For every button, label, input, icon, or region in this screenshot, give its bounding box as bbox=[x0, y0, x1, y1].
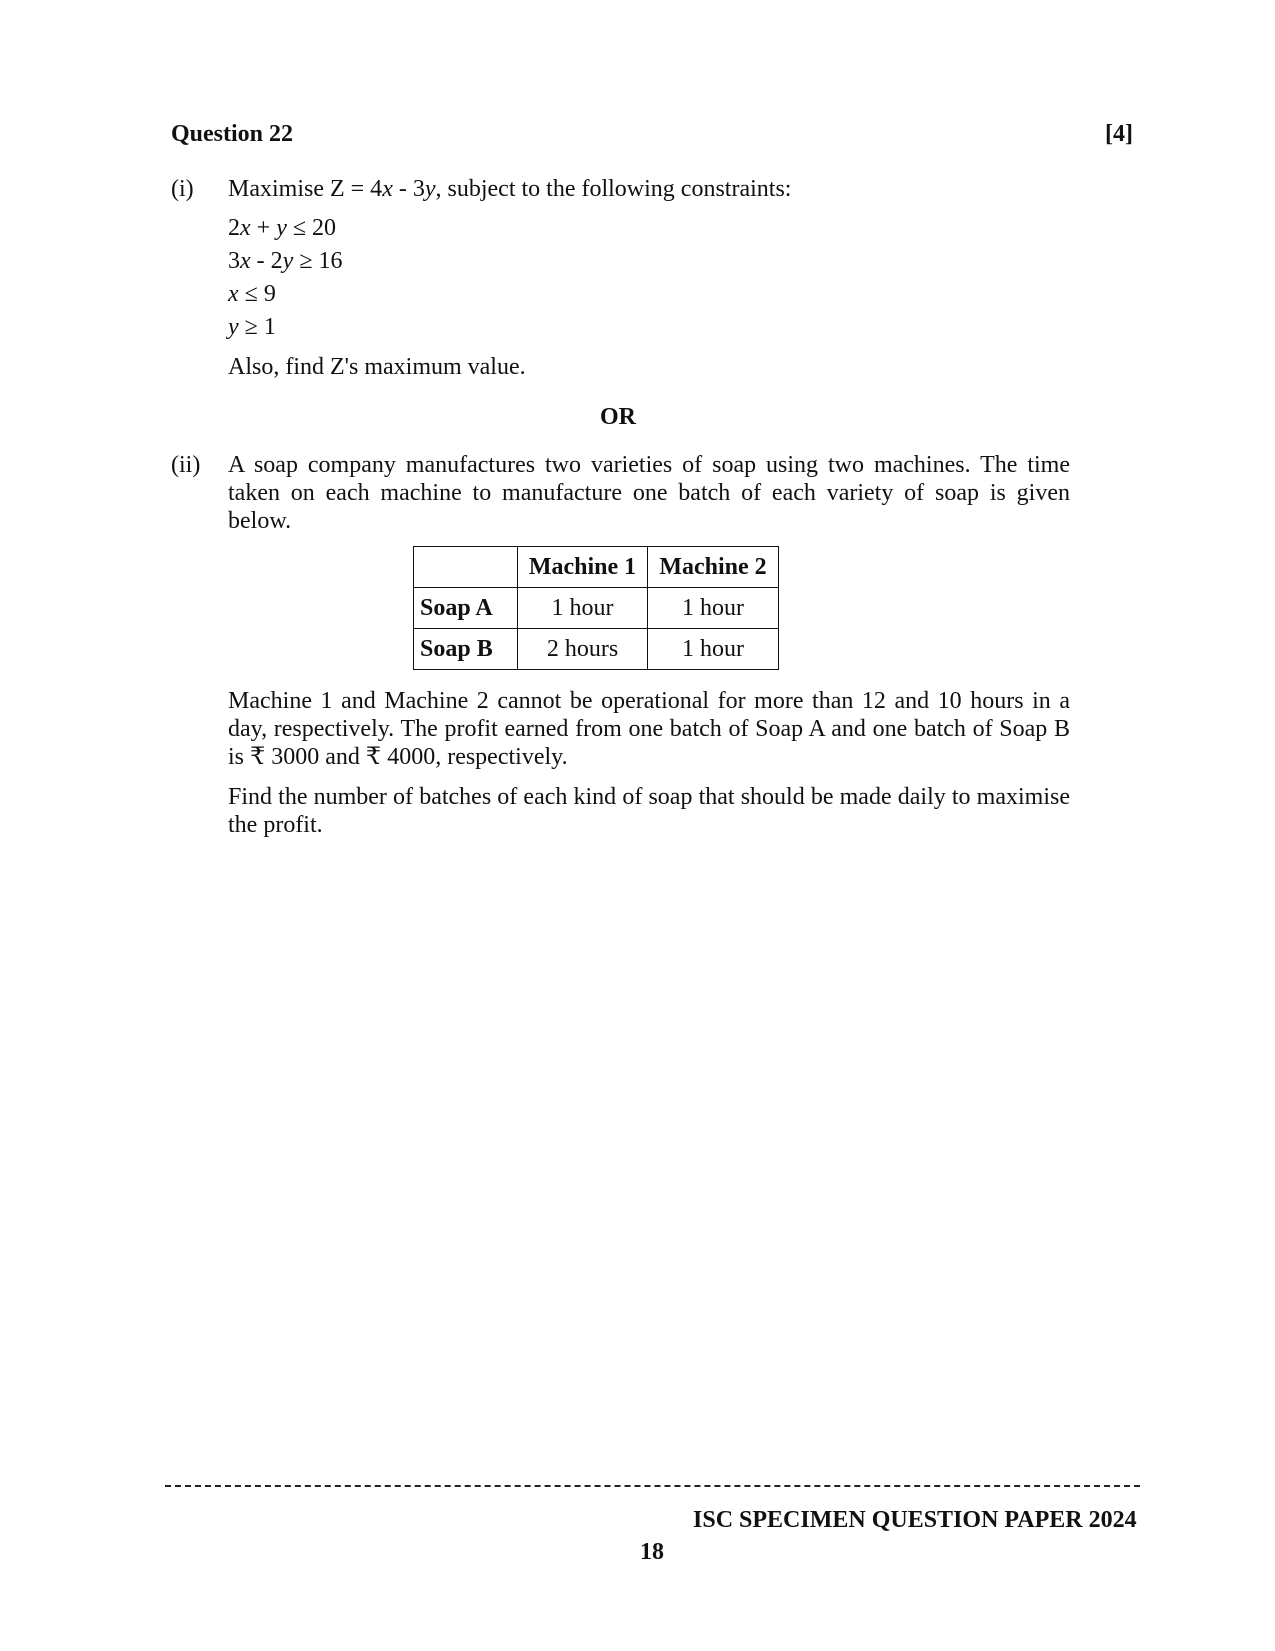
question-title: Question 22 bbox=[171, 121, 294, 147]
footer-dashed-rule bbox=[165, 1485, 1140, 1487]
constraint-2 bbox=[228, 245, 342, 278]
statement-text: , subject to the following constraints: bbox=[435, 176, 792, 202]
variable-x: x bbox=[382, 176, 393, 202]
table-row bbox=[414, 588, 779, 629]
constraint-4 bbox=[228, 311, 342, 344]
op: ≤ 9 bbox=[238, 281, 276, 307]
table-cell: 1 hour bbox=[648, 588, 779, 629]
part-ii-statement: A soap company manufactures two varieties of soap using two machines. The time taken on each machine to manufacture one batch of each variety of soap is given below. bbox=[228, 452, 1070, 534]
constraint-list bbox=[228, 212, 342, 344]
table-header bbox=[414, 547, 518, 588]
or-separator: OR bbox=[600, 404, 636, 430]
coef: 2 bbox=[228, 215, 240, 241]
statement-text: Maximise Z = 4 bbox=[228, 176, 383, 202]
variable: x bbox=[240, 248, 251, 274]
op: - 2 bbox=[250, 248, 283, 274]
table-cell: 1 hour bbox=[518, 588, 648, 629]
task-paragraph: Find the number of batches of each kind of soap that should be made daily to maximise the profit. bbox=[228, 784, 1070, 838]
coef: 3 bbox=[228, 248, 240, 274]
constraints-paragraph: Machine 1 and Machine 2 cannot be operational for more than 12 and 10 hours in a day, respectively. The profit earned from one batch of Soap A and one batch of Soap B is ₹ 3000 and ₹ 4000, respectively. bbox=[228, 688, 1070, 770]
variable: x bbox=[240, 215, 251, 241]
variable: y bbox=[228, 314, 239, 340]
table-header-row bbox=[414, 547, 779, 588]
variable-y: y bbox=[424, 176, 436, 202]
table-cell: 2 hours bbox=[518, 629, 648, 670]
page-number: 18 bbox=[640, 1539, 664, 1565]
variable: y bbox=[276, 215, 287, 241]
table-header: Machine 2 bbox=[648, 547, 779, 588]
constraint-3 bbox=[228, 278, 342, 311]
bound: ≤ 20 bbox=[286, 215, 337, 241]
variable: x bbox=[228, 281, 239, 307]
machine-time-table bbox=[413, 546, 779, 670]
part-ii-label: (ii) bbox=[171, 452, 201, 478]
constraint-1 bbox=[228, 212, 342, 245]
op: ≥ 1 bbox=[238, 314, 276, 340]
part-i-also: Also, find Z's maximum value. bbox=[228, 354, 526, 380]
table-cell: 1 hour bbox=[648, 629, 779, 670]
table-row bbox=[414, 629, 779, 670]
variable: y bbox=[282, 248, 294, 274]
table-row-header: Soap B bbox=[414, 629, 518, 670]
op: + bbox=[250, 215, 277, 241]
statement-text: - 3 bbox=[392, 176, 425, 202]
bound: ≥ 16 bbox=[293, 248, 343, 274]
part-i-statement bbox=[228, 175, 791, 203]
table-row-header: Soap A bbox=[414, 588, 518, 629]
table-header: Machine 1 bbox=[518, 547, 648, 588]
question-marks: [4] bbox=[1105, 121, 1133, 147]
footer-title: ISC SPECIMEN QUESTION PAPER 2024 bbox=[693, 1507, 1137, 1533]
part-i-label: (i) bbox=[171, 176, 194, 202]
